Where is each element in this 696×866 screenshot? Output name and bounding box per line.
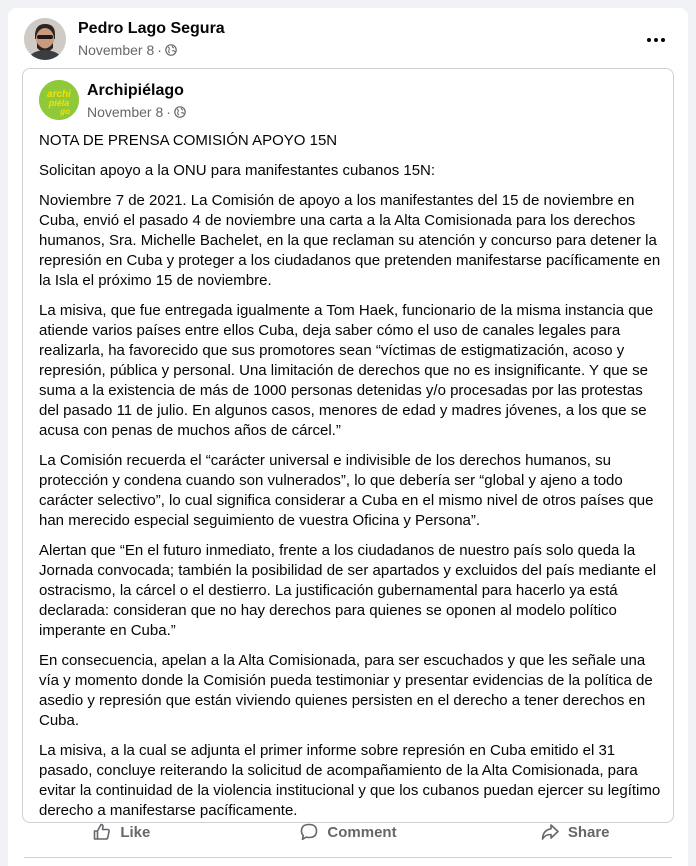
like-button[interactable]: [8, 812, 235, 852]
page-name[interactable]: Archipiélago: [87, 82, 184, 99]
shared-post-date[interactable]: November 8: [87, 104, 164, 120]
post-body: [39, 131, 663, 831]
post-paragraph: La misiva, a la cual se adjunta el primer informe sobre represión en Cuba emitido el 31 pasado, concluye reiterando la solicitud de acompañamiento de la Alta Comisionada, para evitar la continuidad de la violencia institucional y que los cubanos puedan ejercer su legítimo derecho a manifestarse pacíficamente.: [39, 742, 661, 819]
share-button[interactable]: [461, 812, 688, 852]
svg-text:archi: archi: [47, 89, 71, 100]
post-header: [24, 18, 674, 70]
more-dot: [654, 38, 658, 42]
svg-text:piéla: piéla: [48, 98, 70, 108]
more-dot: [661, 38, 665, 42]
more-horizontal-icon: [647, 38, 651, 42]
author-name[interactable]: Pedro Lago Segura: [78, 20, 225, 37]
comment-label: Comment: [327, 823, 397, 841]
post-paragraph: La misiva, que fue entregada igualmente a Tom Haek, funcionario de la misma instancia que atiende varios países entre ellos Cuba, deja saber cómo el uso de canales legales para realizarla, ha favorecido que sus promotores sean “víctimas de estigmatización, acoso y represión, pública y personal. Una limitación de derechos que no es insignificante. Y que se suma a la existencia de más de 1000 personas detenidas y/o procesadas por las protestas del pasado 11 de julio. En algunos casos, menores de edad y madres jóvenes, a los que se acusa con penas de muchos años de cárcel.”: [39, 302, 654, 439]
author-avatar[interactable]: [24, 18, 66, 60]
meta-separator: ·: [166, 104, 171, 120]
comment-button[interactable]: [235, 812, 462, 852]
post-paragraph: NOTA DE PRENSA COMISIÓN APOYO 15N: [39, 132, 338, 149]
share-arrow-icon: [540, 822, 560, 842]
page-logo[interactable]: [39, 80, 79, 120]
meta-separator: ·: [157, 42, 162, 58]
svg-text:go: go: [60, 107, 70, 116]
avatar-photo-icon: [24, 18, 66, 60]
like-label: Like: [120, 823, 151, 841]
comments-divider: [24, 857, 672, 858]
globe-icon: [174, 106, 186, 118]
action-bar: [8, 812, 688, 852]
shared-post: [22, 68, 674, 823]
globe-icon: [165, 44, 177, 56]
shared-post-meta: [87, 104, 186, 120]
archipielago-logo-icon: [39, 80, 79, 120]
post-date[interactable]: November 8: [78, 42, 155, 58]
post-paragraph: En consecuencia, apelan a la Alta Comisionada, para ser escuchados y que les señale una vía y momento donde la Comisión pueda testimoniar y presentar evidencias de la política de asedio y represión que están viviendo quienes persisten en el derecho a tener derechos en Cuba.: [39, 652, 653, 729]
post-paragraph: Noviembre 7 de 2021. La Comisión de apoyo a los manifestantes del 15 de noviembre en Cuba, envió el pasado 4 de noviembre una carta a la Alta Comisionada para los derechos humanos, Sra. Michelle Bachelet, en la que reclaman su atención y concurso para detener la represión en Cuba y proteger a los ciudadanos que pretenden manifestarse pacíficamente en la Isla el próximo 15 de noviembre.: [39, 192, 661, 289]
post-meta: [78, 42, 177, 58]
post-paragraph: Solicitan apoyo a la ONU para manifestantes cubanos 15N:: [39, 162, 436, 179]
post-paragraph: Alertan que “En el futuro inmediato, frente a los ciudadanos de nuestro país solo queda la Jornada convocada; también la posibilidad de ser apartados y excluidos del país mediante el ostracismo, la cárcel o el destierro. La justificación gubernamental para hacerlo ya está declarada: consideran que no hay derechos para quienes se oponen al modelo político imperante en Cuba.”: [39, 542, 657, 639]
post-paragraph: La Comisión recuerda el “carácter universal e indivisible de los derechos humanos, su protección y condena cuando son vulnerados”, lo que debería ser “global y ajeno a todo carácter selectivo”, lo cual significa considerar a Cuba en el mismo nivel de otros países que han merecido especial seguimiento de vuestra Oficina y Persona”.: [39, 452, 654, 529]
share-label: Share: [567, 823, 610, 841]
more-options-button[interactable]: [642, 26, 670, 54]
post-card: [8, 8, 688, 866]
thumbs-up-icon: [92, 822, 112, 842]
comment-bubble-icon: [299, 822, 319, 842]
